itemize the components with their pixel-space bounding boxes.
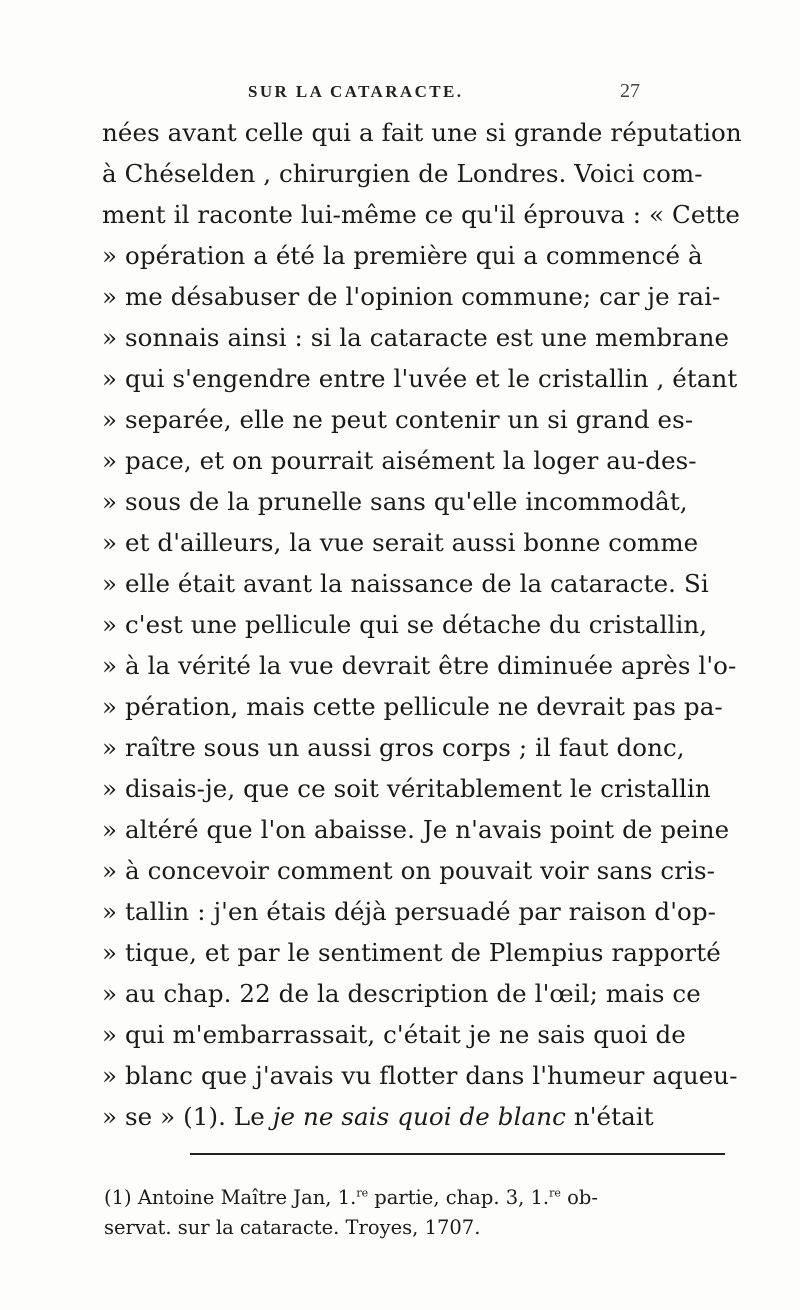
text-line: » sous de la prunelle sans qu'elle incommodât,	[102, 487, 688, 516]
text-line: » c'est une pellicule qui se détache du cristallin,	[102, 610, 708, 639]
text-line: » blanc que j'avais vu flotter dans l'humeur aqueu-	[102, 1061, 738, 1090]
italic-phrase: je ne sais quoi de blanc	[272, 1102, 566, 1131]
text-line-last	[102, 1097, 722, 1137]
footnote-superscript: re	[356, 1186, 369, 1200]
text-line: » qui m'embarrassait, c'était je ne sais quoi de	[102, 1020, 686, 1049]
footnote-superscript: re	[549, 1186, 561, 1200]
footnote-line: servat. sur la cataracte. Troyes, 1707.	[104, 1216, 481, 1239]
text-line: » au chap. 22 de la description de l'œil; mais ce	[102, 979, 701, 1008]
text-line: » à concevoir comment on pouvait voir sans cris-	[102, 856, 716, 885]
running-head	[0, 82, 800, 106]
text-line: à Chéselden , chirurgien de Londres. Voici com-	[102, 159, 703, 188]
text-line: » separée, elle ne peut contenir un si grand es-	[102, 405, 694, 434]
text-line: » raître sous un aussi gros corps ; il faut donc,	[102, 733, 685, 762]
text-line: » pace, et on pourrait aisément la loger au-des-	[102, 446, 697, 475]
text-line: » opération a été la première qui a commencé à	[102, 241, 703, 270]
text-line: » tique, et par le sentiment de Plempius rapporté	[102, 938, 721, 967]
footnote-text: (1) Antoine Maître Jan, 1.	[104, 1186, 357, 1209]
footnote-text: ob-	[560, 1186, 598, 1209]
text-segment: n'était	[565, 1102, 654, 1131]
text-line: » elle était avant la naissance de la cataracte. Si	[102, 569, 709, 598]
text-line: » altéré que l'on abaisse. Je n'avais point de peine	[102, 815, 730, 844]
footnote-text: partie, chap. 3, 1.	[368, 1186, 550, 1209]
page-number: 27	[620, 80, 640, 102]
text-line: » pération, mais cette pellicule ne devrait pas pa-	[102, 692, 723, 721]
footnote-line	[104, 1183, 724, 1213]
text-segment: » se » (1). Le	[102, 1102, 273, 1131]
running-title: SUR LA CATARACTE.	[248, 82, 464, 101]
text-line: nées avant celle qui a fait une si grande réputation	[102, 118, 742, 147]
text-line: » disais-je, que ce soit véritablement le cristallin	[102, 774, 711, 803]
text-line: » tallin : j'en étais déjà persuadé par raison d'op-	[102, 897, 717, 926]
text-line: » sonnais ainsi : si la cataracte est une membrane	[102, 323, 730, 352]
footnote-rule	[190, 1153, 725, 1155]
text-line: » qui s'engendre entre l'uvée et le cristallin , étant	[102, 364, 738, 393]
text-line: » et d'ailleurs, la vue serait aussi bonne comme	[102, 528, 699, 557]
text-line: ment il raconte lui-même ce qu'il éprouva : « Cette	[102, 200, 740, 229]
text-line: » à la vérité la vue devrait être diminuée après l'o-	[102, 651, 737, 680]
text-line: » me désabuser de l'opinion commune; car je rai-	[102, 282, 721, 311]
